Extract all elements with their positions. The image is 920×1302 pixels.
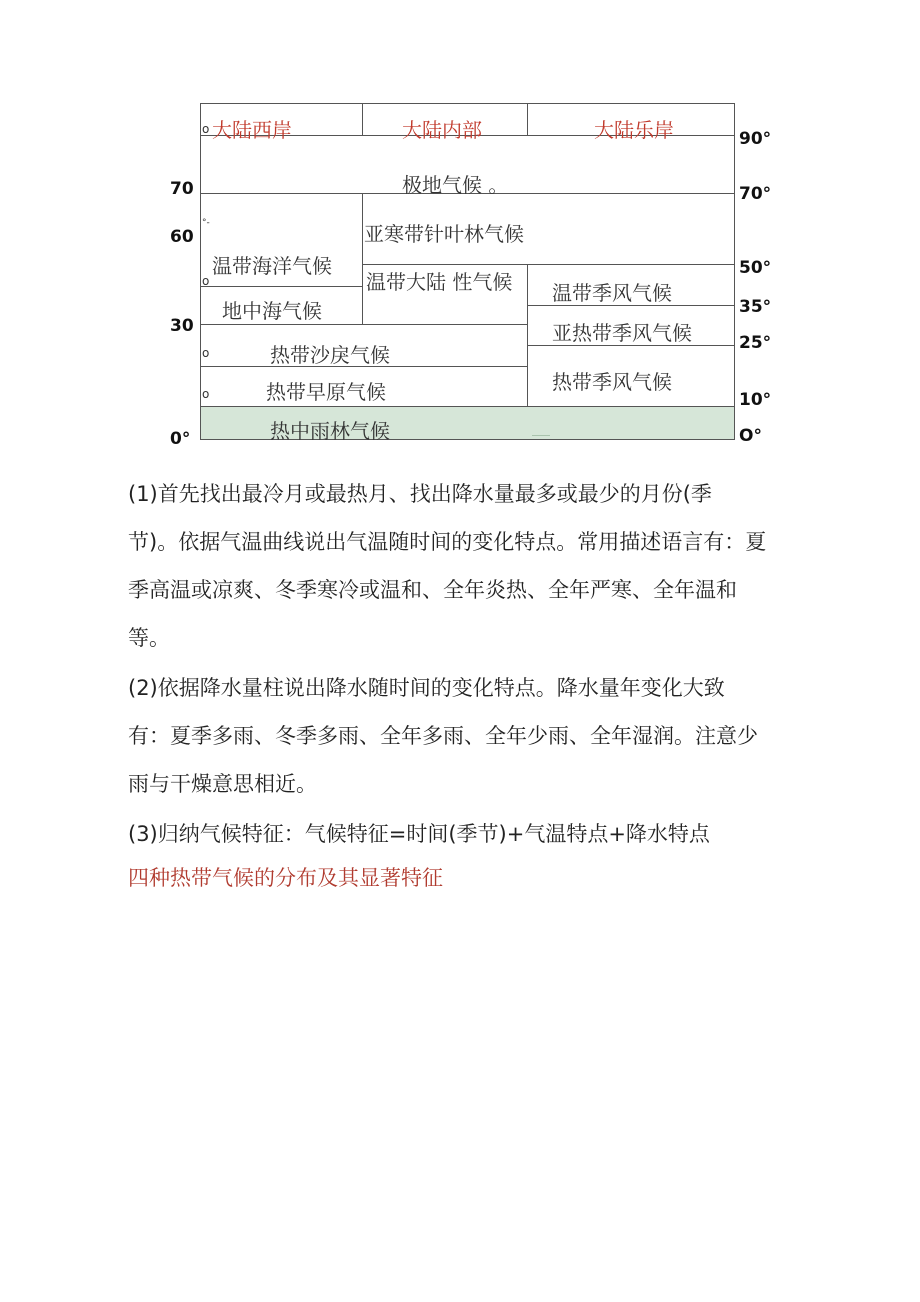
left-latitude-30: 30 bbox=[170, 316, 194, 336]
section-heading: 四种热带气候的分布及其显著特征 bbox=[128, 866, 443, 890]
zone-tropical-steppe: 热带早原气候 bbox=[266, 380, 386, 404]
zone-subtropical-monsoon: 亚热带季风气候 bbox=[552, 321, 692, 345]
paragraph-2 bbox=[128, 664, 848, 808]
zone-mediterranean: 地中海气候 bbox=[222, 299, 322, 323]
zone-temperate-continental: 温带大陆 性气候 bbox=[366, 270, 513, 294]
line-maritime-bottom bbox=[200, 286, 362, 287]
header-divider-1 bbox=[362, 103, 363, 135]
header-east-coast: 大陆乐岸 bbox=[594, 118, 674, 142]
zone-polar: 极地气候 。 bbox=[402, 173, 509, 197]
paragraph-line: (3)归纳气候特征：气候特征=时间(季节)+气温特点+降水特点 bbox=[128, 822, 710, 846]
line-10 bbox=[200, 406, 735, 407]
right-latitude-70: 70° bbox=[739, 184, 772, 204]
right-latitude-25: 25° bbox=[739, 333, 772, 353]
zone-temperate-monsoon: 温带季风气候 bbox=[552, 281, 672, 305]
zone-tropical-monsoon: 热带季风气候 bbox=[552, 370, 672, 394]
rainforest-mark bbox=[532, 435, 550, 436]
paragraph-line: 节)。依据气温曲线说出气温随时间的变化特点。常用描述语言有：夏 bbox=[128, 530, 767, 554]
continental-east-divider bbox=[527, 264, 528, 406]
frame-left bbox=[200, 103, 201, 439]
header-divider-2 bbox=[527, 103, 528, 135]
zone-subarctic: 亚寒带针叶林气候 bbox=[364, 222, 524, 246]
paragraph-line: 雨与干燥意思相近。 bbox=[128, 772, 317, 796]
mark-maritime-bottom: o bbox=[202, 274, 210, 288]
right-latitude-10: 10° bbox=[739, 390, 772, 410]
zone-tropical-desert: 热带沙戾气候 bbox=[270, 343, 390, 367]
paragraph-3 bbox=[128, 810, 848, 858]
mark-steppe: o bbox=[202, 387, 210, 401]
frame-top bbox=[200, 103, 735, 104]
left-latitude-60: 60 bbox=[170, 227, 194, 247]
paragraph-line: (1)首先找出最冷月或最热月、找出降水量最多或最少的月份(季 bbox=[128, 482, 712, 506]
right-latitude-50: 50° bbox=[739, 258, 772, 278]
line-subarctic-bottom bbox=[362, 264, 735, 265]
paragraph-line: 季高温或凉爽、冬季寒冷或温和、全年炎热、全年严寒、全年温和 bbox=[128, 578, 737, 602]
header-west-coast: 大陆西岸 bbox=[212, 118, 292, 142]
paragraph-line: (2)依据降水量柱说出降水随时间的变化特点。降水量年变化大致 bbox=[128, 676, 725, 700]
mark-maritime-top: °- bbox=[202, 218, 210, 228]
paragraph-line: 有：夏季多雨、冬季多雨、全年多雨、全年少雨、全年湿润。注意少 bbox=[128, 724, 758, 748]
left-latitude-70: 70 bbox=[170, 179, 194, 199]
header-interior: 大陆内部 bbox=[402, 118, 482, 142]
mark-header: o bbox=[202, 122, 210, 136]
frame-right bbox=[734, 103, 735, 439]
mark-desert: o bbox=[202, 346, 210, 360]
paragraph-line: 等。 bbox=[128, 626, 170, 650]
paragraph-1 bbox=[128, 470, 848, 662]
zone-temperate-maritime: 温带海洋气候 bbox=[212, 254, 332, 278]
right-latitude-90: 90° bbox=[739, 129, 772, 149]
right-latitude-0: O° bbox=[739, 426, 762, 446]
left-latitude-0: 0° bbox=[170, 429, 191, 449]
maritime-continental-divider bbox=[362, 193, 363, 324]
right-latitude-35: 35° bbox=[739, 297, 772, 317]
line-30 bbox=[200, 324, 527, 325]
zone-tropical-rainforest: 热中雨林气候 bbox=[270, 419, 390, 443]
